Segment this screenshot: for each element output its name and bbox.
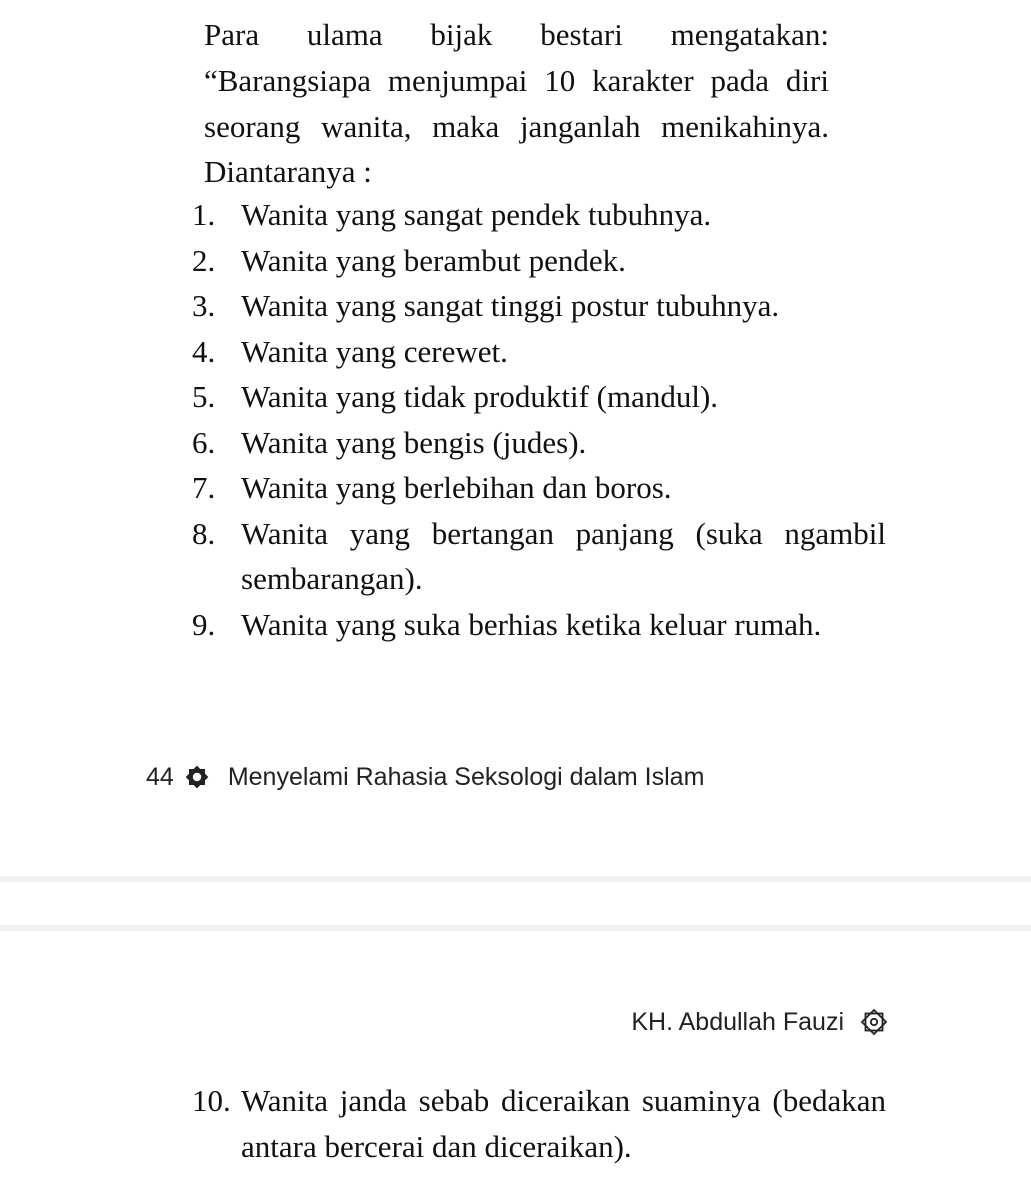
list-item-text: Wanita janda sebab diceraikan suaminya (bedakan antara bercerai dan diceraikan). (241, 1083, 886, 1164)
list-item (192, 465, 886, 511)
list-item-number: 3. (192, 288, 216, 323)
list-item-number: 10. (192, 1083, 231, 1118)
list-item (192, 329, 886, 375)
list-item-number: 4. (192, 333, 216, 369)
octagram-ornament-icon (184, 764, 210, 790)
page-divider (0, 925, 1031, 931)
list-item-text: Wanita yang sangat pendek tubuhnya. (241, 197, 712, 232)
list-item-text: Wanita yang bertangan panjang (suka ngambil sembarangan). (241, 515, 886, 596)
list-item-number: 5. (192, 379, 216, 414)
page-divider (0, 876, 1031, 882)
page-number: 44 (146, 762, 174, 791)
criteria-list (192, 192, 886, 647)
list-item (192, 283, 886, 329)
list-item-text: Wanita yang sangat tinggi postur tubuhnya. (241, 288, 780, 323)
page-footer (146, 757, 704, 797)
list-item-number: 8. (192, 515, 216, 551)
list-item (192, 602, 886, 648)
intro-paragraph: Para ulama bijak bestari mengatakan: “Barangsiapa menjumpai 10 karakter pada diri seorang wanita, maka janganlah menikahinya. Diantaranya : (204, 17, 829, 190)
book-title: Menyelami Rahasia Seksologi dalam Islam (227, 762, 705, 791)
list-item (192, 1078, 886, 1169)
list-item-text: Wanita yang bengis (judes). (241, 424, 587, 460)
list-item-number: 6. (192, 424, 216, 460)
list-item (192, 238, 886, 284)
list-item-number: 9. (192, 606, 216, 642)
list-item-number: 2. (192, 242, 216, 278)
list-item-text: Wanita yang suka berhias ketika keluar rumah. (241, 606, 822, 642)
page-header (631, 1002, 888, 1042)
list-item (192, 192, 886, 238)
list-item (192, 511, 886, 602)
author-name: KH. Abdullah Fauzi (631, 1007, 844, 1036)
list-item-number: 1. (192, 197, 216, 232)
page-gap (0, 876, 1031, 930)
criteria-list-continued (192, 1078, 886, 1169)
list-item (192, 374, 886, 420)
list-item-text: Wanita yang berambut pendek. (241, 242, 626, 278)
list-item-number: 7. (192, 470, 216, 505)
list-item-text: Wanita yang cerewet. (241, 333, 508, 369)
octagram-ornament-icon (860, 1008, 888, 1036)
list-item-text: Wanita yang berlebihan dan boros. (241, 470, 672, 505)
list-item-text: Wanita yang tidak produktif (mandul). (241, 379, 719, 414)
list-item (192, 420, 886, 466)
